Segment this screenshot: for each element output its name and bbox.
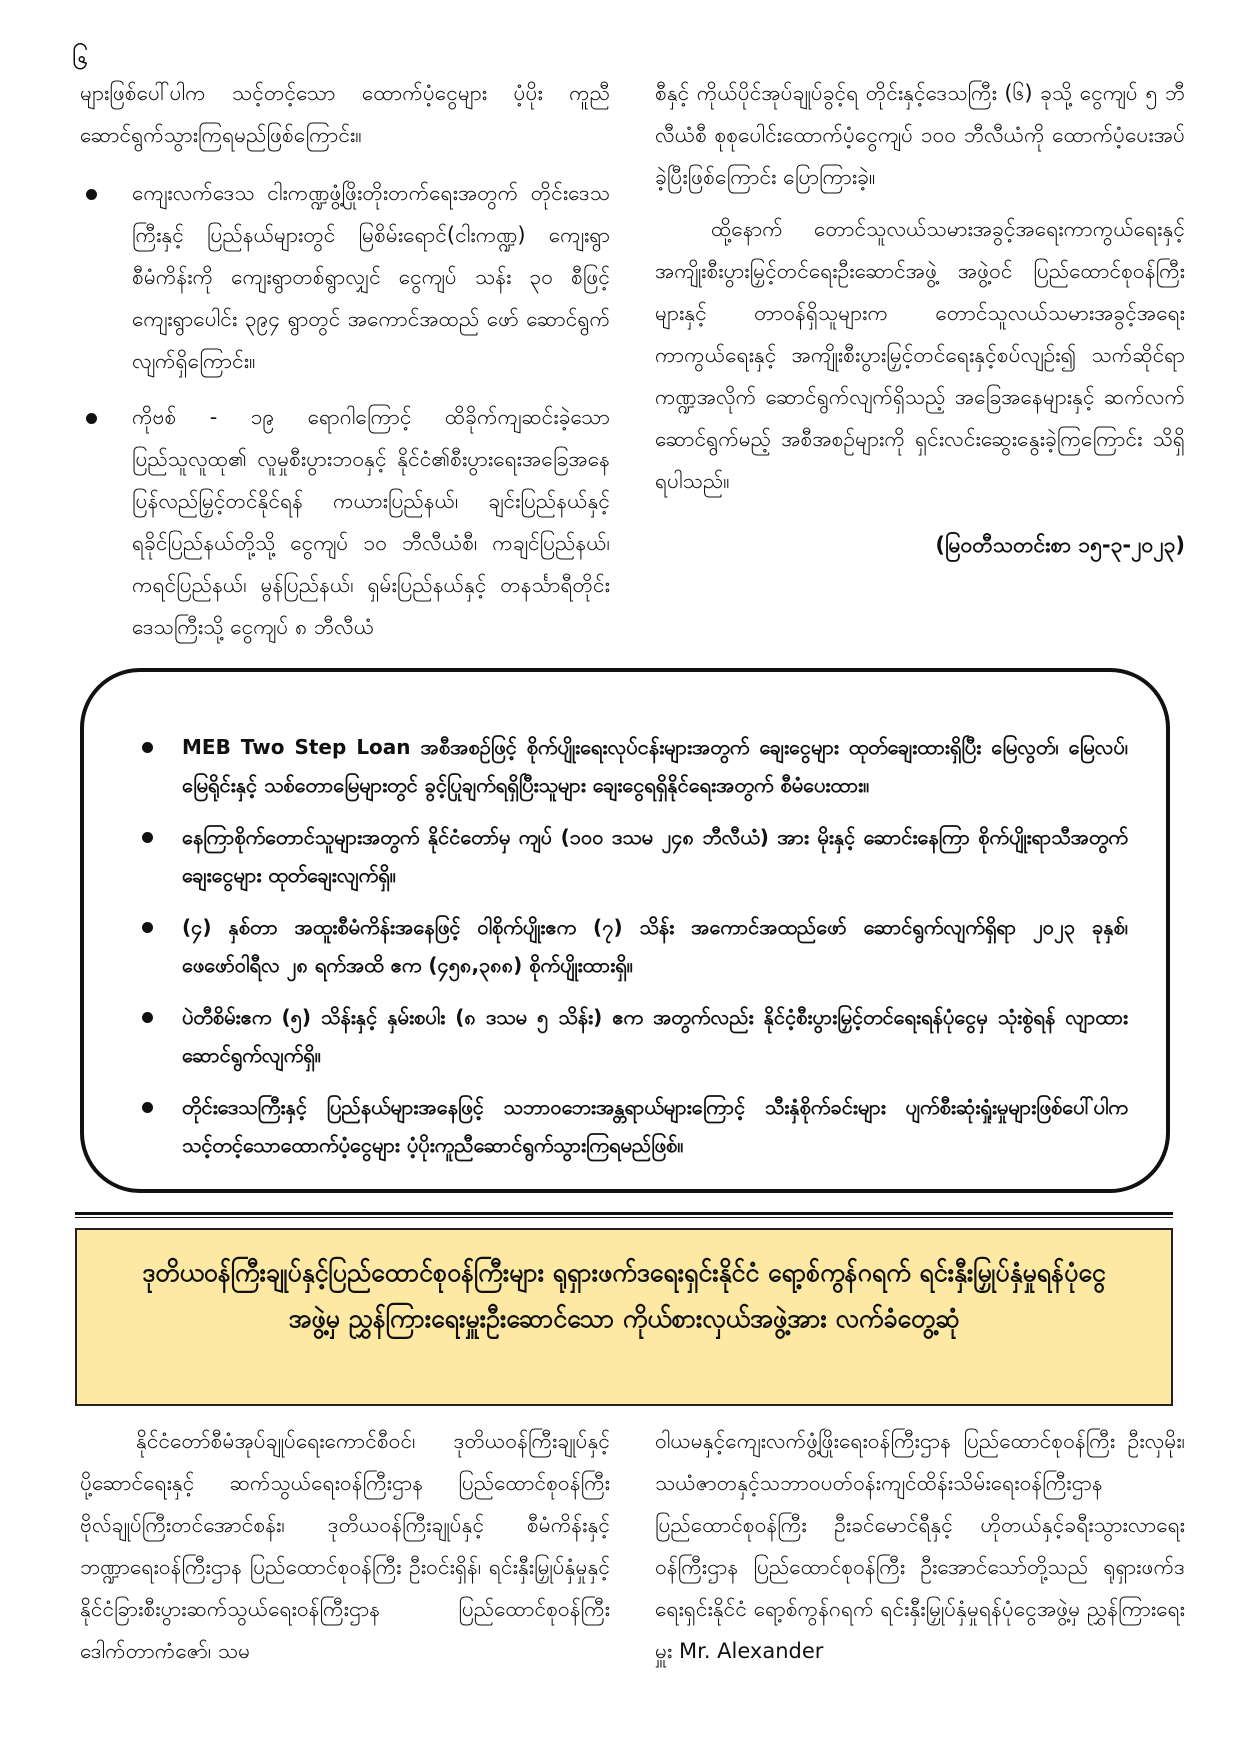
bullet-list bbox=[80, 172, 610, 648]
top-left-column bbox=[80, 72, 610, 648]
body-paragraph: ထို့နောက် တောင်သူလယ်သမားအခွင့်အရေးကာကွယ်ရေးနှင့် အကျိုးစီးပွားမြှင့်တင်ရေးဦးဆောင်အဖွဲ့ အဖွဲ့ဝင် ပြည်ထောင်စုဝန်ကြီးများနှင့် တာဝန်ရှိသူများက တောင်သူလယ်သမားအခွင့်အရေး ကာကွယ်ရေးနှင့် အကျိုးစီးပွားမြှင့်တင်ရေးနှင့်စပ်လျဉ်း၍ သက်ဆိုင်ရာကဏ္ဍအလိုက် ဆောင်ရွက်လျက်ရှိသည့် အခြေအနေများနှင့် ဆက်လက်ဆောင်ရွက်မည့် အစီအစဉ်များကို ရှင်းလင်းဆွေးနွေးခဲ့ကြကြောင်း သိရှိရပါသည်။ bbox=[655, 217, 1185, 493]
bottom-right-column bbox=[655, 1420, 1185, 1672]
page-number: ၆ bbox=[72, 42, 89, 77]
list-item: နေကြာစိုက်တောင်သူများအတွက် နိုင်ငံတော်မှ ကျပ် (၁၀၀ ဒသမ ၂၄၈ ဘီလီယံ) အား မိုးနှင့် ဆောင်းနေကြာ စိုက်ပျိုးရာသီအတွက် ချေးငွေများ ထုတ်ချေးလျက်ရှိ။ bbox=[130, 818, 1128, 894]
paragraph-continuation: များဖြစ်ပေါ်ပါက သင့်တင့်သော ထောက်ပံ့ငွေများ ပံ့ပိုး ကူညီဆောင်ရွက်သွားကြရမည်ဖြစ်ကြောင်း။ bbox=[80, 81, 610, 147]
article-headline: ဒုတိယဝန်ကြီးချုပ်နှင့်ပြည်ထောင်စုဝန်ကြီးများ ရုရှားဖက်ဒရေးရှင်းနိုင်ငံ ရော့စ်ကွန်ဂရက် ရင်းနှီးမြှုပ်နှံမှုရန်ပုံငွေအဖွဲ့မှ ညွှန်ကြားရေးမှူးဦးဆောင်သော ကိုယ်စားလှယ်အဖွဲ့အား လက်ခံတွေ့ဆုံ bbox=[75, 1228, 1173, 1406]
body-paragraph: နိုင်ငံတော်စီမံအုပ်ချုပ်ရေးကောင်စီဝင်၊ ဒုတိယဝန်ကြီးချုပ်နှင့် ပို့ဆောင်ရေးနှင့် ဆက်သွယ်ရေးဝန်ကြီးဌာန ပြည်ထောင်စုဝန်ကြီး ဗိုလ်ချုပ်ကြီးတင်အောင်စန်း၊ ဒုတိယဝန်ကြီးချုပ်နှင့် စီမံကိန်းနှင့်ဘဏ္ဍာရေးဝန်ကြီးဌာန ပြည်ထောင်စုဝန်ကြီး ဦးဝင်းရှိန်၊ ရင်းနှီးမြှုပ်နှံမှုနှင့် နိုင်ငံခြားစီးပွားဆက်သွယ်ရေးဝန်ကြီးဌာန ပြည်ထောင်စုဝန်ကြီး ဒေါက်တာကံဇော်၊ သမ bbox=[80, 1429, 610, 1663]
list-item: တိုင်းဒေသကြီးနှင့် ပြည်နယ်များအနေဖြင့် သဘာဝဘေးအန္တရာယ်များကြောင့် သီးနှံစိုက်ခင်းများ ပျက်စီးဆုံးရှုံးမှုများဖြစ်ပေါ်ပါက သင့်တင့်သောထောက်ပံ့ငွေများ ပံ့ပိုးကူညီဆောင်ရွက်သွားကြရမည်ဖြစ်။ bbox=[130, 1088, 1128, 1164]
body-paragraph: ဝါယမနှင့်ကျေးလက်ဖွံ့ဖြိုးရေးဝန်ကြီးဌာန ပြည်ထောင်စုဝန်ကြီး ဦးလှမိုး၊ သယံဇာတနှင့်သဘာဝပတ်ဝန်းကျင်ထိန်းသိမ်းရေးဝန်ကြီးဌာန ပြည်ထောင်စုဝန်ကြီး ဦးခင်မောင်ရီနှင့် ဟိုတယ်နှင့်ခရီးသွားလာရေးဝန်ကြီးဌာန ပြည်ထောင်စုဝန်ကြီး ဦးအောင်သော်တို့သည် ရုရှားဖက်ဒရေးရှင်းနိုင်ငံ ရော့စ်ကွန်ဂရက် ရင်းနှီးမြှုပ်နှံမှုရန်ပုံငွေအဖွဲ့မှ ညွှန်ကြားရေးမှူး Mr. Alexander bbox=[655, 1429, 1185, 1663]
list-item: (၄) နှစ်တာ အထူးစီမံကိန်းအနေဖြင့် ဝါစိုက်ပျိုးဧက (၇) သိန်း အကောင်အထည်ဖော် ဆောင်ရွက်လျက်ရှိရာ ၂၀၂၃ ခုနှစ်၊ ဖေဖော်ဝါရီလ ၂၈ ရက်အထိ ဧက (၄၅၈,၃၈၈) စိုက်ပျိုးထားရှိ။ bbox=[130, 908, 1128, 984]
paragraph-continuation: စီနှင့် ကိုယ်ပိုင်အုပ်ချုပ်ခွင့်ရ တိုင်းနှင့်ဒေသကြီး (၆) ခုသို့ ငွေကျပ် ၅ ဘီလီယံစီ စုစုပေါင်းထောက်ပံ့ငွေကျပ် ၁၀၀ ဘီလီယံကို ထောက်ပံ့ပေးအပ်ခဲ့ပြီးဖြစ်ကြောင်း ပြောကြားခဲ့။ bbox=[655, 81, 1185, 189]
highlight-box bbox=[80, 668, 1170, 1193]
source-citation: (မြဝတီသတင်းစာ ၁၅-၃-၂၀၂၃) bbox=[935, 533, 1185, 557]
section-divider bbox=[75, 1212, 1173, 1215]
list-item: ပဲတီစိမ်းဧက (၅) သိန်းနှင့် နှမ်းစပါး (၈ ဒသမ ၅ သိန်း) ဧက အတွက်လည်း နိုင်ငံ့စီးပွားမြှင့်တင်ရေးရန်ပုံငွေမှ သုံးစွဲရန် လျာထားဆောင်ရွက်လျက်ရှိ။ bbox=[130, 998, 1128, 1074]
list-item: ကျေးလက်ဒေသ ငါးကဏ္ဍဖွံ့ဖြိုးတိုးတက်ရေးအတွက် တိုင်းဒေသကြီးနှင့် ပြည်နယ်များတွင် မြစိမ်းရောင်(ငါးကဏ္ဍ) ကျေးရွာစီမံကိန်းကို ကျေးရွာတစ်ရွာလျှင် ငွေကျပ် သန်း ၃၀ စီဖြင့် ကျေးရွာပေါင်း ၃၉၄ ရွာတွင် အကောင်အထည် ဖော် ဆောင်ရွက်လျက်ရှိကြောင်း။ bbox=[80, 172, 610, 382]
list-item: ကိုဗစ် - ၁၉ ရောဂါကြောင့် ထိခိုက်ကျဆင်းခဲ့သော ပြည်သူလူထု၏ လူမှုစီးပွားဘဝနှင့် နိုင်ငံ၏စီးပွားရေးအခြေအနေ ပြန်လည်မြှင့်တင်နိုင်ရန် ကယားပြည်နယ်၊ ချင်းပြည်နယ်နှင့် ရခိုင်ပြည်နယ်တို့သို့ ငွေကျပ် ၁၀ ဘီလီယံစီ၊ ကချင်ပြည်နယ်၊ ကရင်ပြည်နယ်၊ မွန်ပြည်နယ်၊ ရှမ်းပြည်နယ်နှင့် တနင်္သာရီတိုင်းဒေသကြီးသို့ ငွေကျပ် ၈ ဘီလီယံ bbox=[80, 396, 610, 648]
list-item: MEB Two Step Loan အစီအစဉ်ဖြင့် စိုက်ပျိုးရေးလုပ်ငန်းများအတွက် ချေးငွေများ ထုတ်ချေးထားရှိပြီး မြေလွတ်၊ မြေလပ်၊ မြေရိုင်းနှင့် သစ်တောမြေများတွင် ခွင့်ပြုချက်ရရှိပြီးသူများ ချေးငွေရရှိနိုင်ရေးအတွက် စီမံပေးထား။ bbox=[130, 728, 1128, 804]
bottom-left-column bbox=[80, 1420, 610, 1672]
section-divider-thin bbox=[75, 1217, 1173, 1218]
highlight-bullet-list bbox=[84, 672, 1166, 1164]
top-right-column bbox=[655, 72, 1185, 566]
